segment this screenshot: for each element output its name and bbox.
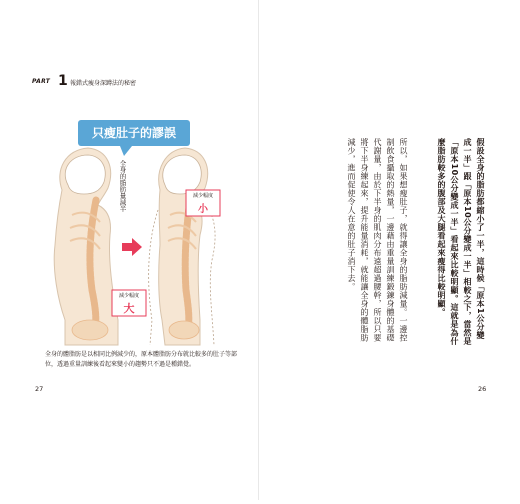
small-decrease-label: 減少幅度	[192, 193, 213, 199]
figure-caption: 全身的體脂肪是以相同比例減少的，原本體脂肪分布就比較多的肚子等部位，透過重量訓練後看起來變小的趨勢只不過是種錯覺。	[45, 351, 238, 368]
side-note: 全身的脂肪量減半	[118, 160, 127, 212]
large-decrease-label: 減少幅度	[118, 293, 139, 299]
part-number: 1	[58, 73, 68, 89]
page-number-left: 27	[35, 385, 44, 393]
chapter-title: 報錯式瘦身深蹲法的秘密	[70, 80, 137, 87]
left-body	[54, 148, 118, 345]
page-number-right: 26	[478, 385, 487, 393]
body-paragraph: 所以，如果想瘦肚子，就得讓全身的脂肪減量。一邊控制飲食攝取的熱量，一邊藉由重量訓練鍛鍊身體的基礎代謝量，由於下半身的肌肉分布遠超過腰幹，所以只要將下半身練起來，提升能量消耗，就能讓全身的體脂肪減少，進而促使令人在意的肚子消下去。	[347, 138, 408, 342]
small-decrease-value: 小	[198, 204, 208, 215]
part-label: PART	[32, 78, 51, 85]
transform-arrow	[122, 238, 142, 256]
large-decrease-value: 大	[123, 302, 135, 315]
balloon-title: 只瘦肚子的謬誤	[91, 126, 177, 140]
right-body	[149, 148, 215, 345]
bold-paragraph: 假設全身的脂肪都縮小了一半，這時候「原本1公分變成一半」跟「原本10公分變成一半」相較之下，當然是「原本10公分變成一半」看起來比較明顯。這就是為什麼脂肪較多的腹部及大腿看起來瘦得比較明顯。	[437, 138, 485, 346]
